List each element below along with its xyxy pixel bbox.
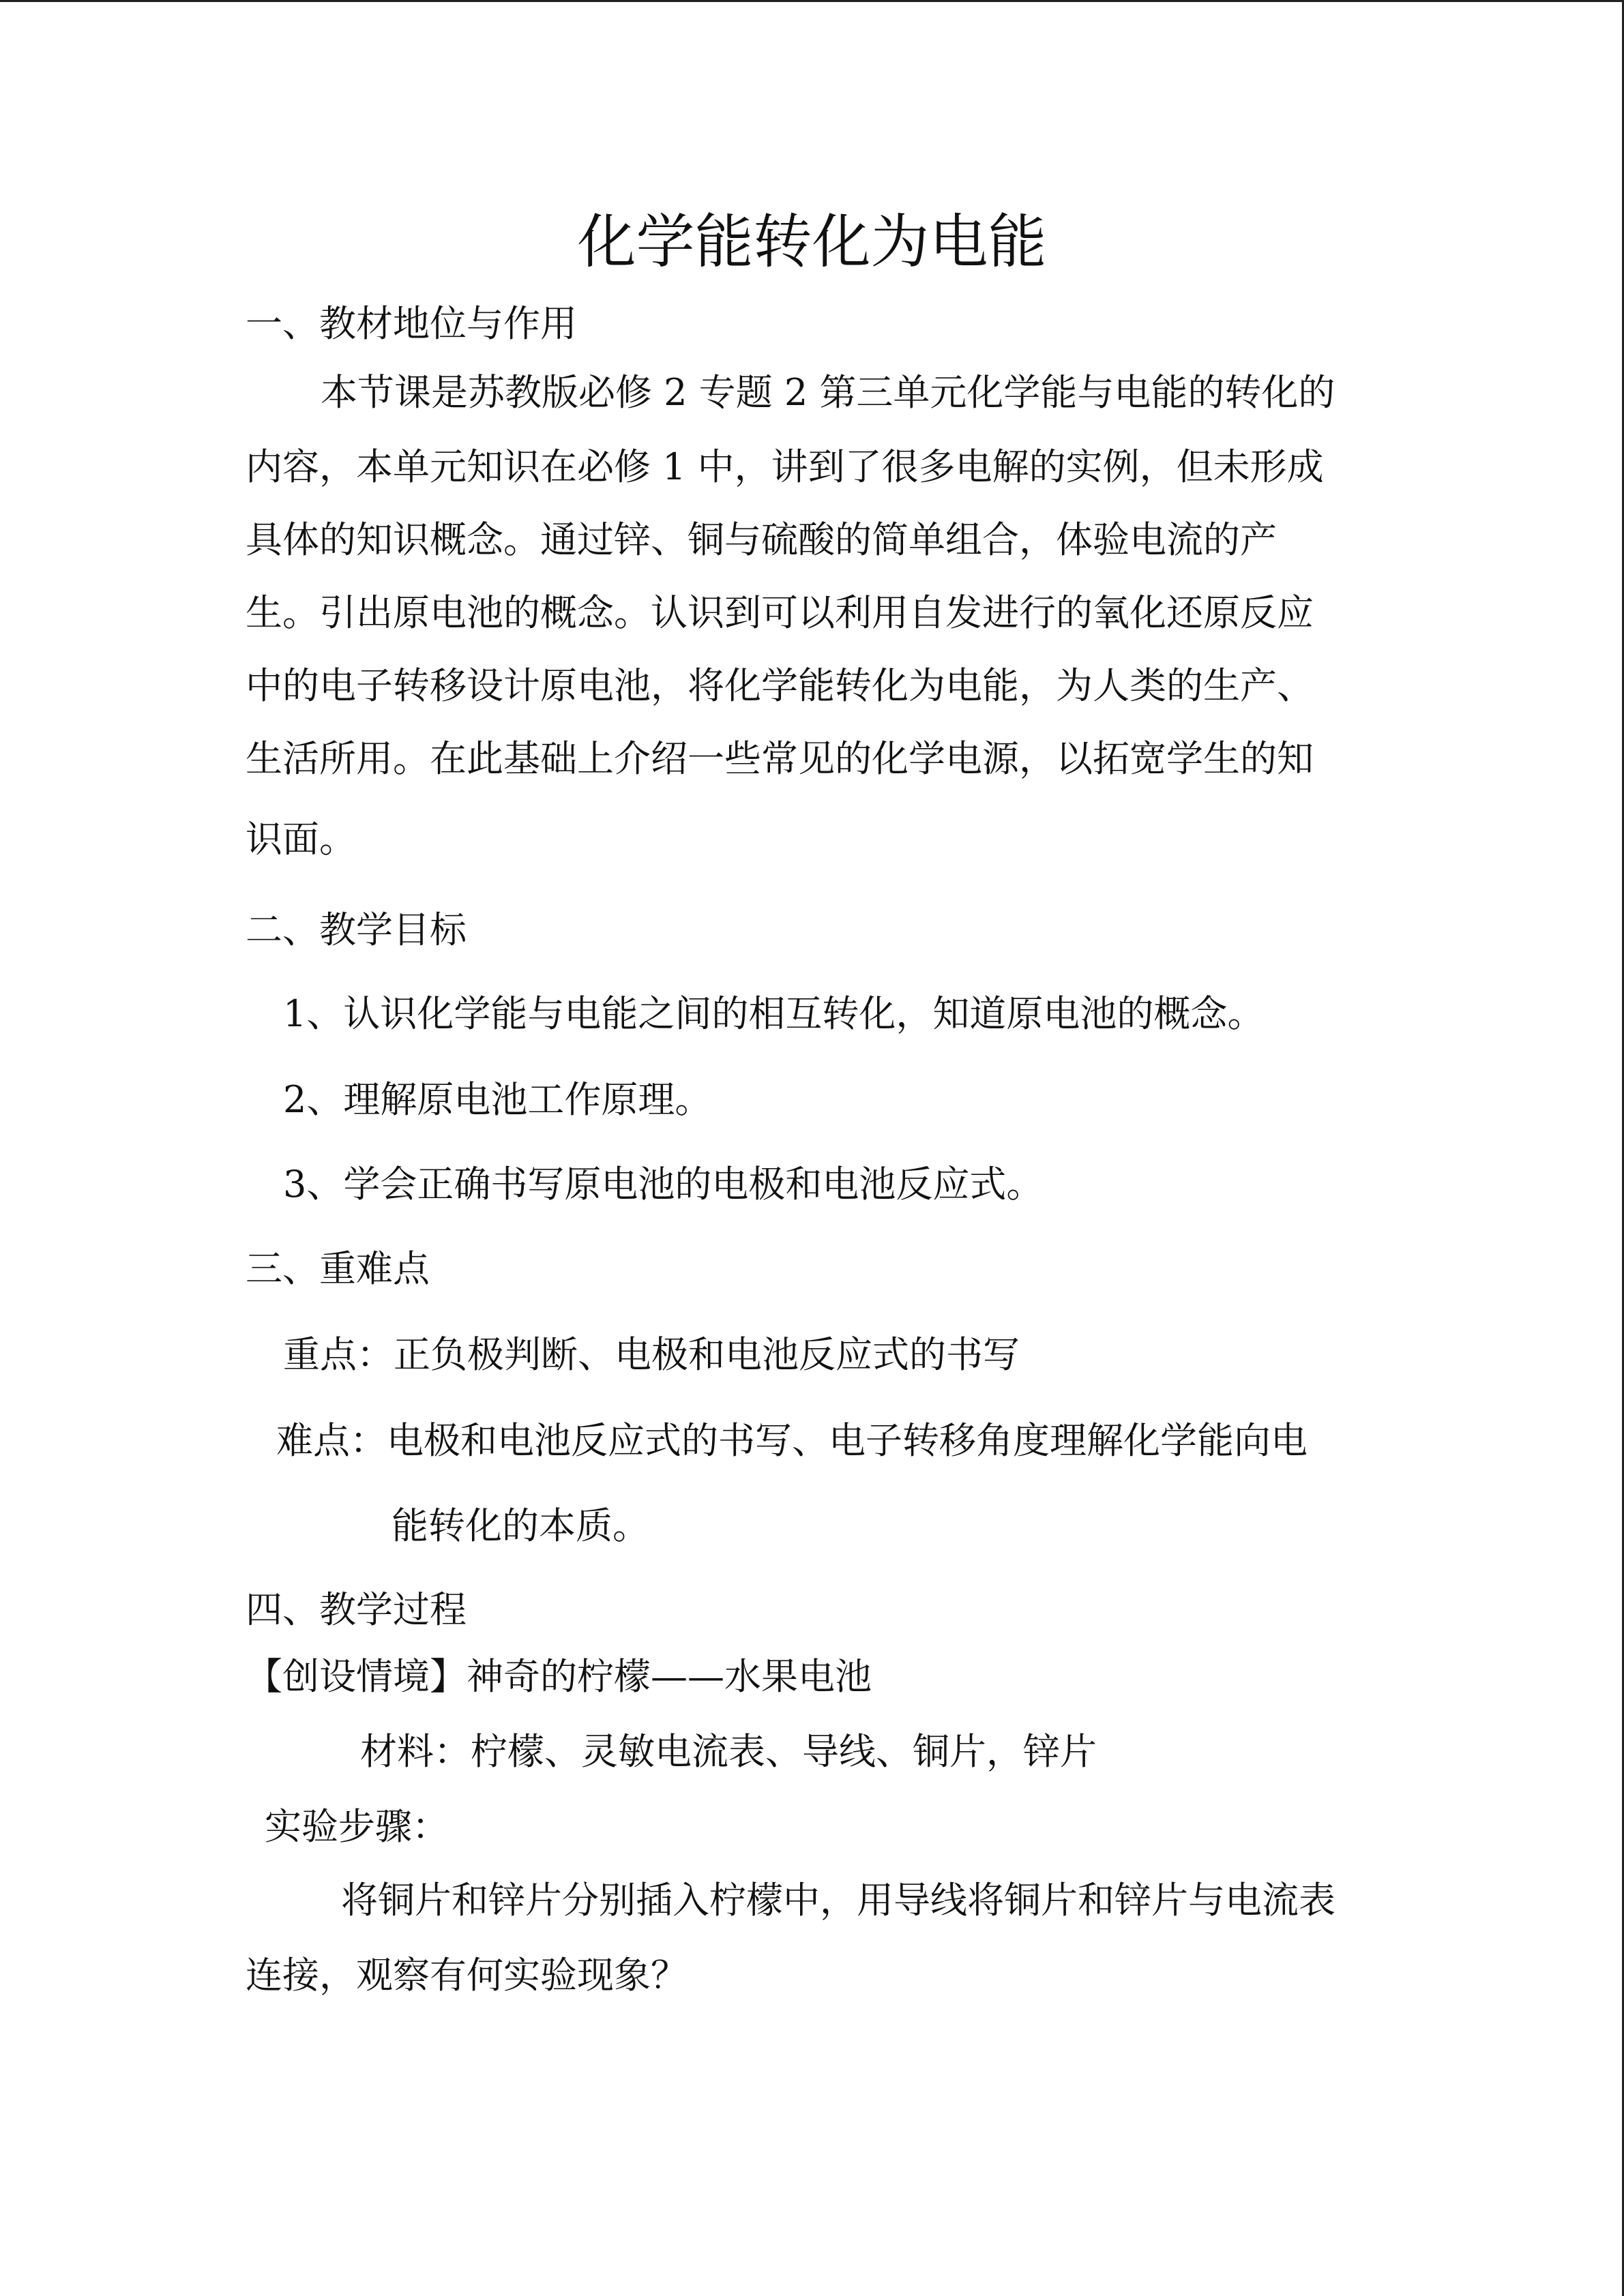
materials-line: 材料：柠檬、灵敏电流表、导线、铜片，锌片 [360, 1730, 1097, 1773]
paragraph-line: 本节课是苏教版必修 2 专题 2 第三单元化学能与电能的转化的 [321, 371, 1335, 414]
key-point: 重点：正负极判断、电极和电池反应式的书写 [283, 1333, 1020, 1376]
objective-item: 3、学会正确书写原电池的电极和电池反应式。 [283, 1163, 1044, 1206]
objective-item: 2、理解原电池工作原理。 [283, 1078, 712, 1121]
paragraph-line: 具体的知识概念。通过锌、铜与硫酸的简单组合，体验电流的产 [246, 518, 1277, 561]
document-title: 化学能转化为电能 [577, 208, 1047, 276]
section-heading-2: 二、教学目标 [246, 908, 467, 951]
paragraph-line: 内容，本单元知识在必修 1 中，讲到了很多电解的实例，但未形成 [246, 445, 1324, 488]
difficult-point: 难点：电极和电池反应式的书写、电子转移角度理解化学能向电 [276, 1419, 1308, 1462]
paragraph-line: 识面。 [246, 818, 356, 861]
section-heading-4: 四、教学过程 [246, 1588, 467, 1631]
paragraph-line: 中的电子转移设计原电池，将化学能转化为电能，为人类的生产、 [246, 664, 1314, 707]
objective-item: 1、认识化学能与电能之间的相互转化，知道原电池的概念。 [283, 992, 1265, 1035]
steps-text: 连接，观察有何实验现象？ [246, 1954, 688, 1997]
section-heading-1: 一、教材地位与作用 [246, 302, 577, 345]
paragraph-line: 生。引出原电池的概念。认识到可以利用自发进行的氧化还原反应 [246, 591, 1314, 634]
paragraph-line: 生活所用。在此基础上介绍一些常见的化学电源，以拓宽学生的知 [246, 737, 1314, 780]
steps-text: 将铜片和锌片分别插入柠檬中，用导线将铜片和锌片与电流表 [341, 1879, 1335, 1922]
page-border-top [0, 0, 1624, 2]
steps-label: 实验步骤： [265, 1805, 449, 1848]
scenario-heading: 【创设情境】神奇的柠檬——水果电池 [246, 1655, 872, 1698]
section-heading-3: 三、重难点 [246, 1247, 430, 1290]
difficult-point-continuation: 能转化的本质。 [392, 1504, 649, 1547]
